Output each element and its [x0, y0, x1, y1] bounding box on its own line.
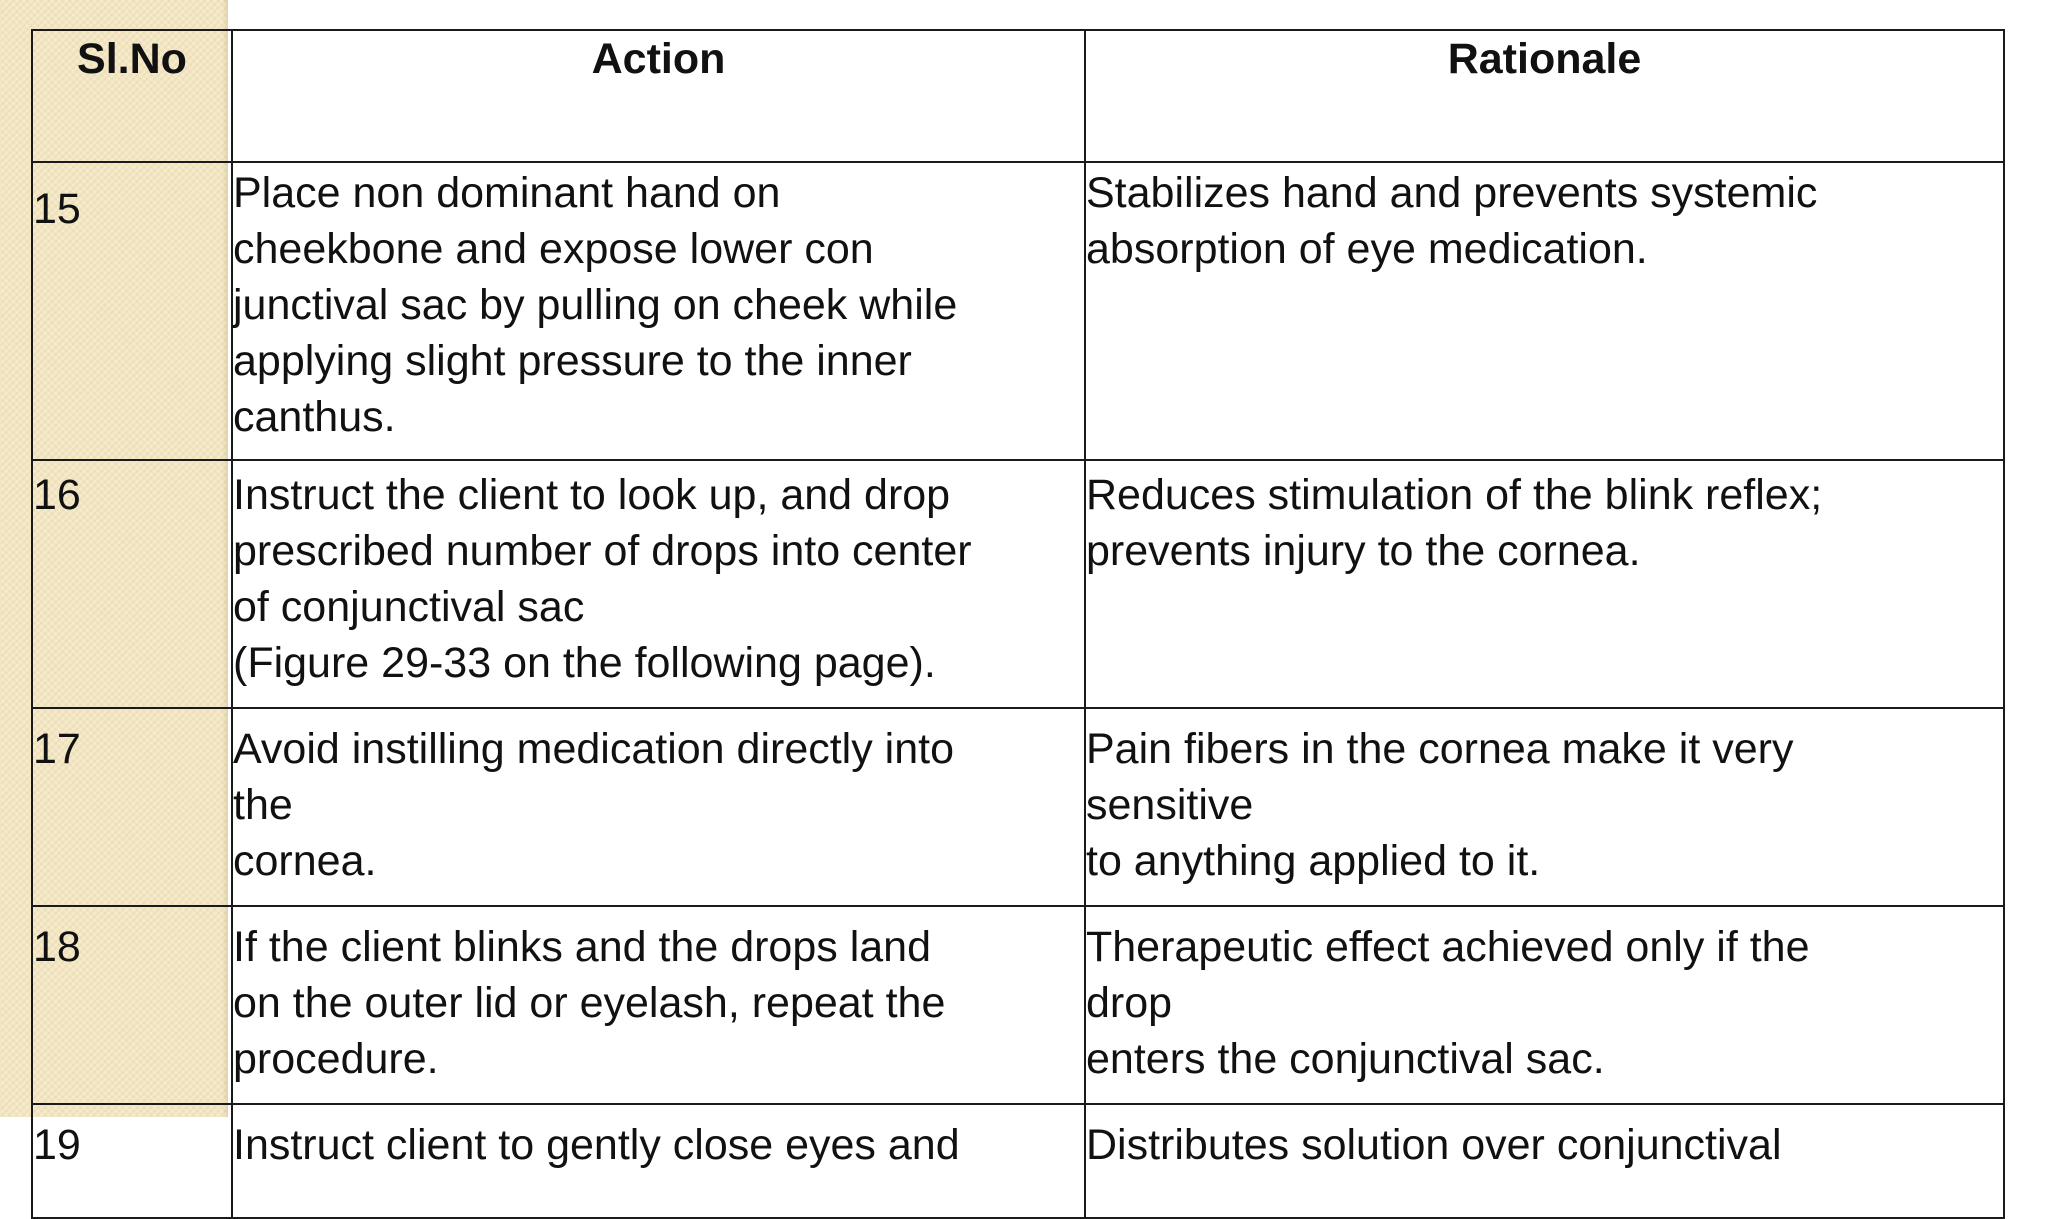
rationale-text-line: drop [1086, 979, 1173, 1027]
action-text-line: prescribed number of drops into center [233, 527, 972, 575]
action-text-line: the [233, 781, 293, 829]
step-number: 16 [32, 460, 232, 708]
rationale-text-line: Pain fibers in the cornea make it very [1086, 725, 1794, 773]
action-text-line: applying slight pressure to the inner [233, 337, 912, 385]
table-row [32, 460, 2004, 708]
header-row [32, 30, 2004, 162]
rationale-text-line: to anything applied to it. [1086, 837, 1541, 885]
table-row [32, 708, 2004, 906]
action-text-line: cornea. [233, 837, 377, 885]
action-cell [232, 460, 1085, 708]
action-cell [232, 906, 1085, 1104]
table-row [32, 1104, 2004, 1218]
rationale-cell [1085, 162, 2004, 460]
action-text-line: junctival sac by pulling on cheek while [233, 281, 958, 329]
action-text-line: Instruct client to gently close eyes and [233, 1121, 960, 1169]
rationale-text-line: Distributes solution over conjunctival [1086, 1121, 1782, 1169]
header-sl-no: Sl.No [32, 30, 232, 162]
step-number: 18 [32, 906, 232, 1104]
rationale-text-line: Reduces stimulation of the blink reflex; [1086, 471, 1823, 519]
rationale-cell [1085, 1104, 2004, 1218]
rationale-cell [1085, 460, 2004, 708]
rationale-cell [1085, 708, 2004, 906]
step-number: 19 [32, 1104, 232, 1218]
action-text-line: cheekbone and expose lower con [233, 225, 874, 273]
action-text-line: of conjunctival sac [233, 583, 585, 631]
step-number: 17 [32, 708, 232, 906]
table-row [32, 162, 2004, 460]
rationale-text-line: absorption of eye medication. [1086, 225, 1648, 273]
header-rationale: Rationale [1085, 30, 2004, 162]
action-cell [232, 1104, 1085, 1218]
procedure-table [31, 29, 2005, 1219]
action-cell [232, 708, 1085, 906]
action-text-line: (Figure 29-33 on the following page). [233, 639, 936, 687]
action-cell [232, 162, 1085, 460]
action-text-line: Avoid instilling medication directly into [233, 725, 955, 773]
rationale-text-line: Stabilizes hand and prevents systemic [1086, 169, 1818, 217]
action-text-line: on the outer lid or eyelash, repeat the [233, 979, 946, 1027]
action-text-line: Instruct the client to look up, and drop [233, 471, 951, 519]
rationale-text-line: Therapeutic effect achieved only if the [1086, 923, 1810, 971]
rationale-text-line: prevents injury to the cornea. [1086, 527, 1641, 575]
action-text-line: procedure. [233, 1035, 439, 1083]
header-action: Action [232, 30, 1085, 162]
rationale-text-line: enters the conjunctival sac. [1086, 1035, 1605, 1083]
rationale-cell [1085, 906, 2004, 1104]
rationale-text-line: sensitive [1086, 781, 1254, 829]
table-row [32, 906, 2004, 1104]
action-text-line: canthus. [233, 393, 396, 441]
action-text-line: Place non dominant hand on [233, 169, 781, 217]
action-text-line: If the client blinks and the drops land [233, 923, 931, 971]
step-number: 15 [32, 162, 232, 460]
